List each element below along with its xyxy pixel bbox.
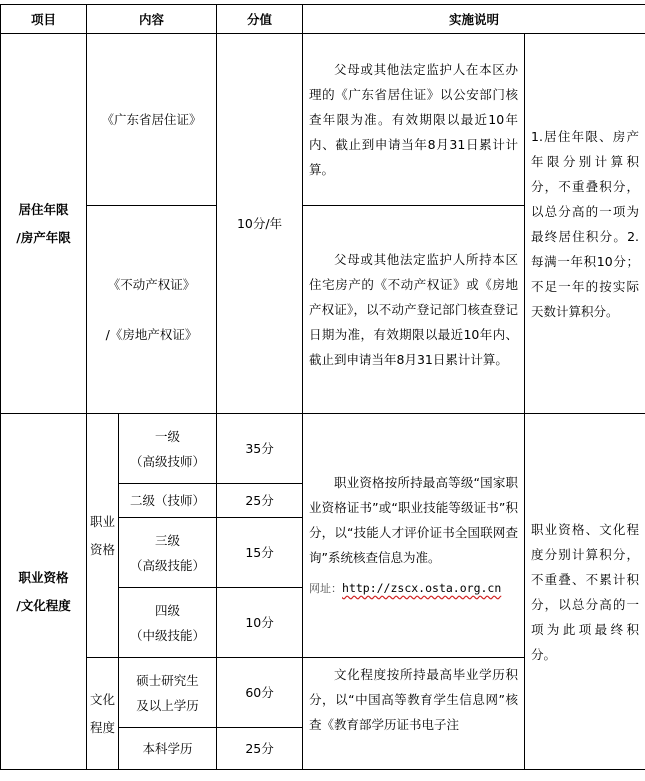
property-line2: /《房地产权证》 bbox=[105, 326, 198, 342]
qualification-notes: 职业资格、文化程度分别计算积分，不重叠、不累计积分，以总分高的一项为此项最终积分。 bbox=[525, 414, 645, 770]
group-label-line2: 资格 bbox=[89, 541, 115, 557]
residence-score: 10分/年 bbox=[217, 34, 303, 414]
level-3-name bbox=[119, 518, 217, 588]
header-content: 内容 bbox=[87, 5, 217, 34]
qualification-group-label bbox=[87, 414, 119, 658]
residence-desc-permit: 父母或其他法定监护人在本区办理的《广东省居住证》以公安部门核查年限为准。有效期限以最近10年内、截止到申请当年8月31日累计计算。 bbox=[303, 34, 525, 206]
education-group-label bbox=[87, 658, 119, 770]
qualification-level-1-row bbox=[1, 414, 645, 484]
header-item: 项目 bbox=[1, 5, 87, 34]
residence-row-1 bbox=[1, 34, 645, 206]
qualification-item-line2: /文化程度 bbox=[16, 597, 71, 613]
url-label: 网址： bbox=[309, 582, 343, 595]
level-4-name bbox=[119, 588, 217, 658]
header-score: 分值 bbox=[217, 5, 303, 34]
qualification-desc bbox=[303, 414, 525, 658]
edu-level-1-score: 60分 bbox=[217, 658, 303, 728]
residence-item-line2: /房产年限 bbox=[16, 229, 71, 245]
level-2-name: 二级（技师） bbox=[119, 484, 217, 518]
level-1-score: 35分 bbox=[217, 414, 303, 484]
residence-item-cell bbox=[1, 34, 87, 414]
level-1-title: 一级 bbox=[155, 428, 181, 444]
edu-level-1-line2: 及以上学历 bbox=[136, 697, 199, 713]
level-3-score: 15分 bbox=[217, 518, 303, 588]
level-1-name bbox=[119, 414, 217, 484]
edu-level-1-line1: 硕士研究生 bbox=[136, 672, 199, 688]
residence-content-property bbox=[87, 206, 217, 414]
qualification-url-line bbox=[309, 576, 518, 601]
qualification-item-cell bbox=[1, 414, 87, 770]
qualification-url-link[interactable]: http://zscx.osta.org.cn bbox=[342, 581, 502, 595]
edu-level-2-name: 本科学历 bbox=[119, 728, 217, 770]
edu-level-2-score: 25分 bbox=[217, 728, 303, 770]
qualification-desc-text: 职业资格按所持最高等级“国家职业资格证书”或“职业技能等级证书”积分，以“技能人才评价证书全国联网查询”系统核查信息为准。 bbox=[309, 475, 519, 565]
property-line1: 《不动产权证》 bbox=[107, 276, 196, 292]
header-description: 实施说明 bbox=[303, 5, 645, 34]
level-4-sub: （中级技能） bbox=[130, 627, 206, 643]
residence-content-permit: 《广东省居住证》 bbox=[87, 34, 217, 206]
table-header-row bbox=[1, 5, 645, 34]
edu-label-line2: 程度 bbox=[89, 719, 115, 735]
qualification-item-line1: 职业资格 bbox=[18, 569, 69, 585]
level-4-title: 四级 bbox=[155, 602, 181, 618]
edu-level-1-name bbox=[119, 658, 217, 728]
score-table bbox=[0, 4, 645, 770]
group-label-line1: 职业 bbox=[89, 513, 115, 529]
residence-notes: 1.居住年限、房产年限分别计算积分，不重叠积分，以总分高的一项为最终居住积分。2.每满一年积10分；不足一年的按实际天数计算积分。 bbox=[525, 34, 645, 414]
residence-desc-property: 父母或其他法定监护人所持本区住宅房产的《不动产权证》或《房地产权证》，以不动产登记部门核查登记日期为准，有效期限以最近10年内、截止到申请当年8月31日累计计算。 bbox=[303, 206, 525, 414]
level-1-sub: （高级技师） bbox=[130, 453, 206, 469]
level-3-title: 三级 bbox=[155, 532, 181, 548]
level-3-sub: （高级技能） bbox=[130, 557, 206, 573]
residence-item-line1: 居住年限 bbox=[18, 201, 69, 217]
level-2-score: 25分 bbox=[217, 484, 303, 518]
edu-label-line1: 文化 bbox=[89, 691, 115, 707]
education-desc: 文化程度按所持最高毕业学历积分，以“中国高等教育学生信息网”核查《教育部学历证书电子注 bbox=[303, 658, 525, 770]
level-4-score: 10分 bbox=[217, 588, 303, 658]
